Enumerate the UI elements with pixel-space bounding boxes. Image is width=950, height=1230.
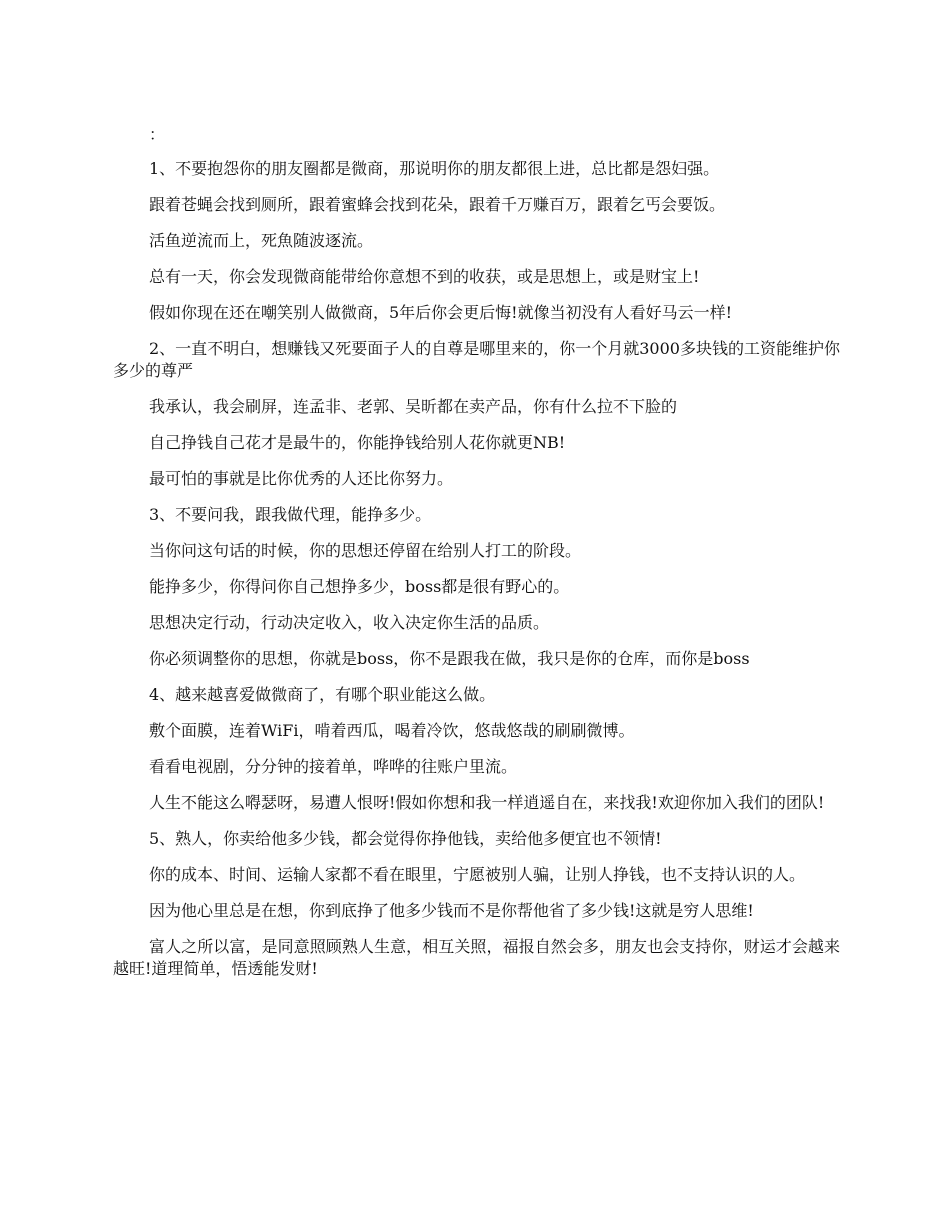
paragraph: 因为他心里总是在想，你到底挣了他多少钱而不是你帮他省了多少钱!这就是穷人思维! — [149, 901, 754, 920]
paragraph: 看看电视剧，分分钟的接着单，哗哗的往账户里流。 — [149, 757, 518, 776]
paragraph: 假如你现在还在嘲笑别人做微商，5年后你会更后悔!就像当初没有人看好马云一样! — [149, 303, 733, 322]
document-body — [113, 124, 840, 994]
paragraph: 敷个面膜，连着WiFi，啃着西瓜，喝着冷饮，悠哉悠哉的刷刷微博。 — [149, 721, 635, 740]
paragraph: 跟着苍蝇会找到厕所，跟着蜜蜂会找到花朵，跟着千万赚百万，跟着乞丐会要饭。 — [149, 195, 726, 214]
paragraph: 3、不要问我，跟我做代理，能挣多少。 — [149, 505, 432, 524]
paragraph: 活鱼逆流而上，死魚随波逐流。 — [149, 231, 374, 250]
paragraph: 你必须调整你的思想，你就是boss，你不是跟我在做，我只是你的仓库，而你是boss — [149, 649, 750, 668]
paragraph: 我承认，我会刷屏，连孟非、老郭、吴昕都在卖产品，你有什么拉不下脸的 — [149, 397, 678, 416]
paragraph: 最可怕的事就是比你优秀的人还比你努力。 — [149, 469, 454, 488]
paragraph: 2、一直不明白，想赚钱又死要面子人的自尊是哪里来的，你一个月就3000多块钱的工资能维护你多少的尊严 — [113, 339, 840, 380]
paragraph: 富人之所以富，是同意照顾熟人生意，相互关照，福报自然会多，朋友也会支持你，财运才会越来越旺!道理简单，悟透能发财! — [113, 937, 840, 978]
paragraph: 1、不要抱怨你的朋友圈都是微商，那说明你的朋友都很上进，总比都是怨妇强。 — [149, 159, 720, 178]
paragraph: 当你问这句话的时候，你的思想还停留在给别人打工的阶段。 — [149, 541, 582, 560]
paragraph: 你的成本、时间、运输人家都不看在眼里，宁愿被别人骗，让别人挣钱，也不支持认识的人。 — [149, 865, 806, 884]
paragraph: 自己挣钱自己花才是最牛的，你能挣钱给别人花你就更NB! — [149, 433, 566, 452]
paragraph: 人生不能这么嘚瑟呀，易遭人恨呀!假如你想和我一样逍遥自在，来找我!欢迎你加入我们的团队! — [149, 793, 825, 812]
paragraph: 能挣多少，你得问你自己想挣多少，boss都是很有野心的。 — [149, 577, 570, 596]
paragraph: 思想决定行动，行动决定收入，收入决定你生活的品质。 — [149, 613, 550, 632]
paragraph: 5、熟人，你卖给他多少钱，都会觉得你挣他钱，卖给他多便宜也不领情! — [149, 829, 662, 848]
paragraph: ： — [149, 125, 166, 144]
paragraph: 4、越来越喜爱做微商了，有哪个职业能这么做。 — [149, 685, 496, 704]
paragraph: 总有一天，你会发现微商能带给你意想不到的收获，或是思想上，或是财宝上! — [149, 267, 700, 286]
